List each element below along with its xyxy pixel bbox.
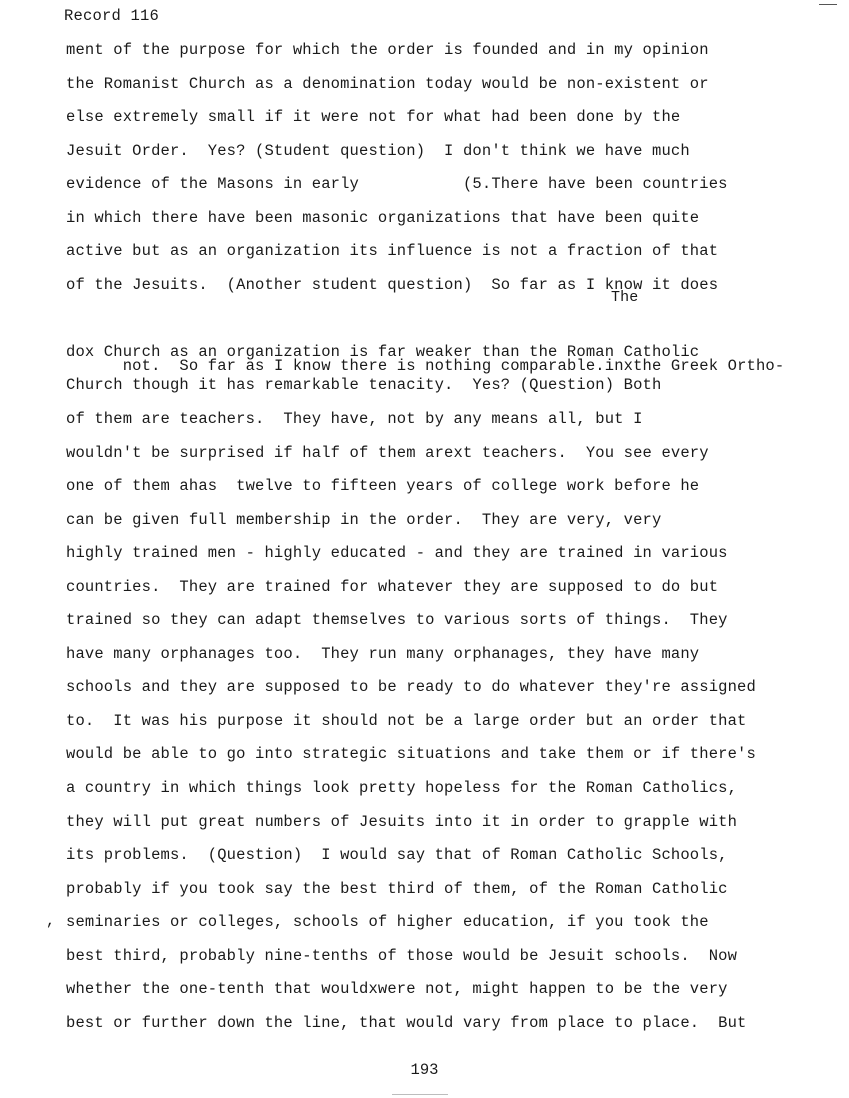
text-line: its problems. (Question) I would say that of Roman Catholic Schools, <box>66 846 728 865</box>
text-line: whether the one-tenth that wouldxwere not, might happen to be the very <box>66 980 728 999</box>
text-line: countries. They are trained for whatever they are supposed to do but <box>66 577 719 596</box>
text-line: to. It was his purpose it should not be a large order but an order that <box>66 711 747 730</box>
text-line: trained so they can adapt themselves to various sorts of things. They <box>66 611 728 630</box>
transcript-body <box>66 38 836 1044</box>
text-line: best or further down the line, that would vary from place to place. But <box>66 1013 747 1032</box>
text-line: schools and they are supposed to be ready to do whatever they're assigned <box>66 678 756 697</box>
text-line: Jesuit Order. Yes? (Student question) I don't think we have much <box>66 141 690 160</box>
text-line: seminaries or colleges, schools of higher education, if you took the <box>66 913 709 932</box>
text-line: they will put great numbers of Jesuits into it in order to grapple with <box>66 812 738 831</box>
inserted-word: The <box>611 289 639 307</box>
text-line: would be able to go into strategic situations and take them or if there's <box>66 745 756 764</box>
text-line: else extremely small if it were not for what had been done by the <box>66 108 681 127</box>
text-line: of the Jesuits. (Another student question) So far as I know it does <box>66 275 719 294</box>
text-line: evidence of the Masons in early (5.There have been countries <box>66 175 728 194</box>
text-line: a country in which things look pretty hopeless for the Roman Catholics, <box>66 779 738 798</box>
text-line: one of them ahas twelve to fifteen years of college work before he <box>66 477 700 496</box>
text-line: highly trained men - highly educated - and they are trained in various <box>66 544 728 563</box>
record-header: Record 116 <box>64 7 160 25</box>
text-line: in which there have been masonic organizations that have been quite <box>66 208 700 227</box>
text-line: active but as an organization its influence is not a fraction of that <box>66 242 719 261</box>
text-line: ment of the purpose for which the order is founded and in my opinion <box>66 41 709 59</box>
margin-mark: , <box>46 913 56 930</box>
page-number: 193 <box>410 1061 439 1079</box>
text-line: dox Church as an organization is far weaker than the Roman Catholic <box>66 342 700 361</box>
bottom-edge-mark <box>392 1094 448 1095</box>
text-line: of them are teachers. They have, not by any means all, but I <box>66 410 643 429</box>
text-line: wouldn't be surprised if half of them arext teachers. You see every <box>66 443 709 462</box>
text-line: not. So far as I know there is nothing comparable.inxthe Greek Ortho- <box>122 357 785 376</box>
text-line: the Romanist Church as a denomination today would be non-existent or <box>66 74 709 93</box>
text-line: probably if you took say the best third of them, of the Roman Catholic <box>66 879 728 898</box>
top-edge-mark <box>819 4 837 5</box>
text-line: best third, probably nine-tenths of those would be Jesuit schools. Now <box>66 946 738 965</box>
text-line: can be given full membership in the order. They are very, very <box>66 510 662 529</box>
text-line: Church though it has remarkable tenacity. Yes? (Question) Both <box>66 376 662 395</box>
text-line: have many orphanages too. They run many orphanages, they have many <box>66 644 700 663</box>
